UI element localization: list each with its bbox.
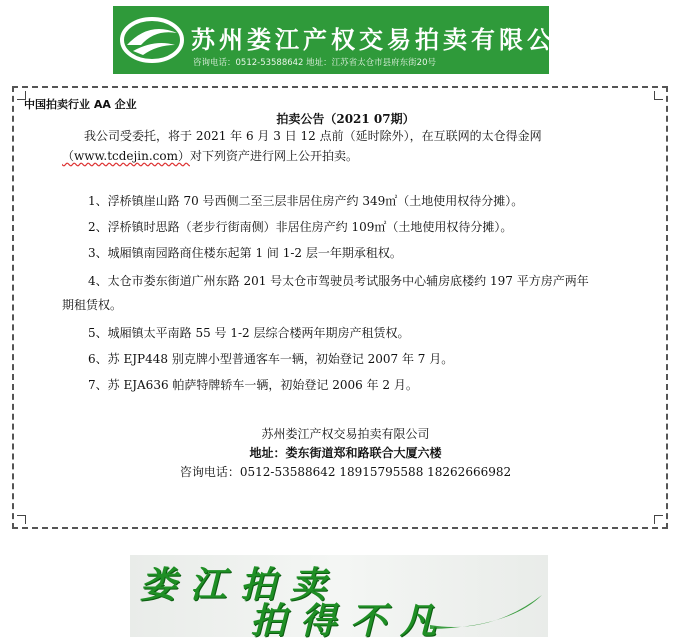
industry-tag: 中国拍卖行业 AA 企业 [24,98,137,111]
slogan-banner [130,555,548,642]
footer-phone: 咨询电话：0512-53588642 18915795588 18262666982 [179,465,512,479]
asset-item: 2、浮桥镇时思路（老步行街南侧）非居住房产约 109㎡（土地使用权待分摊）。 [88,220,513,234]
asset-item: 3、城厢镇南园路商住楼东起第 1 间 1-2 层一年期承租权。 [88,246,402,260]
notice-title: 拍卖公告（2021 07期） [276,112,415,126]
company-logo-icon [119,15,185,65]
footer-address: 地址：娄东街道郑和路联合大厦六楼 [249,446,442,460]
notice-intro-line: 我公司受委托，将于 2021 年 6 月 3 日 12 点前（延时除外），在互联网的太仓得金网 [84,129,542,143]
asset-item: 5、城厢镇太平南路 55 号 1-2 层综合楼两年期房产租赁权。 [88,326,410,340]
slogan-line-2: 拍得不凡 [250,600,451,642]
header-contact-line: 咨询电话：0512-53588642 地址：江苏省太仓市县府东街20号 [193,58,436,68]
auction-site-url: （www.tcdejin.com） [62,149,190,163]
asset-item: 6、苏 EJP448 别克牌小型普通客车一辆，初始登记 2007 年 7 月。 [88,352,454,366]
asset-item: 4、太仓市娄东街道广州东路 201 号太仓市驾驶员考试服务中心辅房底楼约 197 平方房产两年 [88,274,589,288]
notice-intro-rest: 对下列资产进行网上公开拍卖。 [189,149,358,163]
notice-intro-line-2 [62,149,358,164]
company-name: 苏州娄江产权交易拍卖有限公司 [191,26,583,54]
frame-corner-mark [654,91,663,100]
frame-corner-mark [654,515,663,524]
frame-corner-mark [17,515,26,524]
asset-item-continuation: 期租赁权。 [62,298,123,312]
asset-item: 7、苏 EJA636 帕萨特牌轿车一辆，初始登记 2006 年 2 月。 [88,378,418,392]
asset-item: 1、浮桥镇崖山路 70 号西侧二至三层非居住房产约 349㎡（土地使用权待分摊）。 [88,194,524,208]
slogan-line-1: 娄江拍卖 [140,564,341,606]
header-banner [113,6,583,74]
footer-company: 苏州娄江产权交易拍卖有限公司 [261,427,430,441]
